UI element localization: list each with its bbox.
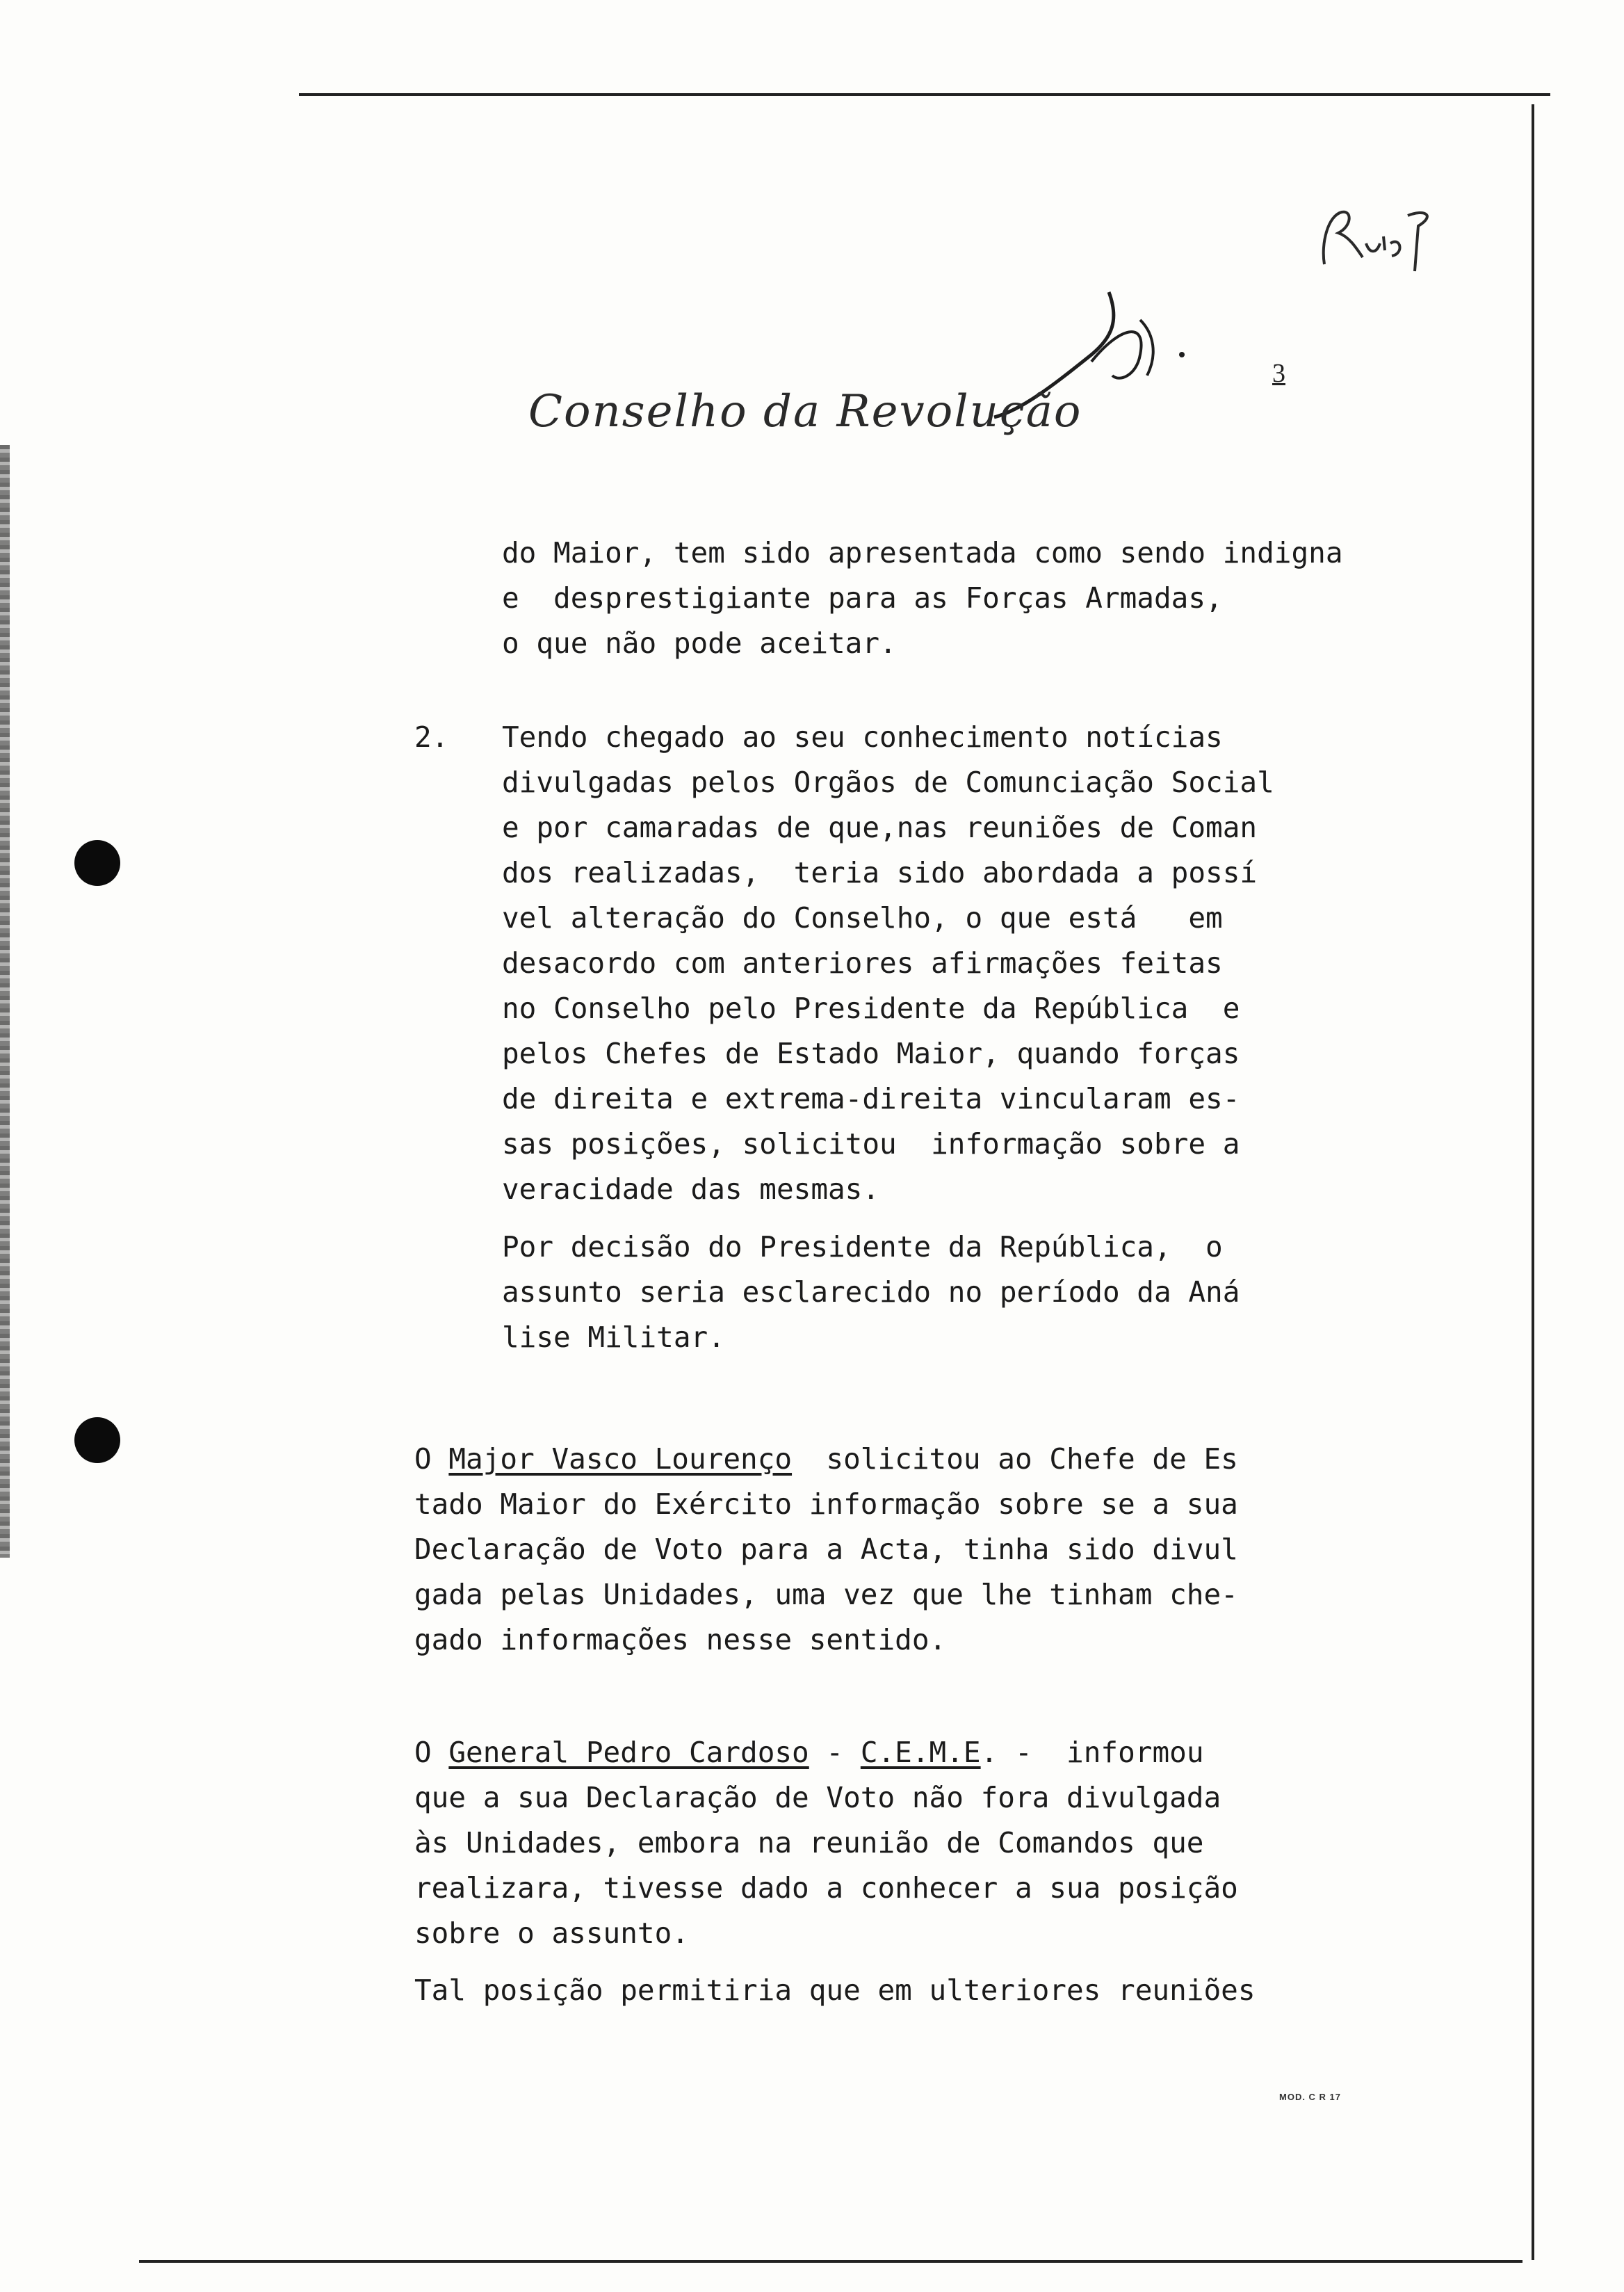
bottom-border-line [139, 2260, 1522, 2263]
text-line: sobre o assunto. [414, 1916, 689, 1950]
text-line: do Maior, tem sido apresentada como sendo indigna [502, 536, 1343, 570]
text-line: assunto seria esclarecido no período da Aná [502, 1275, 1240, 1309]
speaker-name: General Pedro Cardoso [448, 1736, 809, 1769]
text-line: de direita e extrema-direita vincularam es- [502, 1082, 1240, 1115]
text-line: O Major Vasco Lourenço solicitou ao Chefe de Es [414, 1442, 1238, 1476]
text-line: desacordo com anteriores afirmações feitas [502, 946, 1223, 980]
text-line: Tendo chegado ao seu conhecimento notícias [502, 720, 1223, 754]
text-line: sas posições, solicitou informação sobre a [502, 1127, 1240, 1161]
text-line: no Conselho pelo Presidente da República e [502, 992, 1240, 1025]
text-line: lise Militar. [502, 1321, 725, 1354]
text-line: o que não pode aceitar. [502, 627, 897, 660]
text-line: dos realizadas, teria sido abordada a possí [502, 856, 1258, 889]
text-line: realizara, tivesse dado a conhecer a sua posição [414, 1871, 1238, 1905]
text-line: veracidade das mesmas. [502, 1172, 880, 1206]
text-line: tado Maior do Exército informação sobre se a sua [414, 1487, 1238, 1521]
text-line: Tal posição permitiria que em ulteriores reuniões [414, 1974, 1256, 2007]
text-line: Por decisão do Presidente da República, o [502, 1230, 1223, 1264]
text-line: gado informações nesse sentido. [414, 1623, 947, 1656]
handwritten-initials [1314, 195, 1439, 278]
text-line: divulgadas pelos Orgãos de Comunciação Social [502, 766, 1274, 799]
text-line: Declaração de Voto para a Acta, tinha sido divul [414, 1533, 1238, 1566]
text-line: gada pelas Unidades, uma vez que lhe tinham che- [414, 1578, 1238, 1611]
text-line: que a sua Declaração de Voto não fora divulgada [414, 1781, 1221, 1814]
scan-left-edge [0, 445, 10, 1558]
top-border-line [299, 93, 1550, 96]
speaker-name: Major Vasco Lourenço [448, 1442, 793, 1476]
punch-hole [74, 1417, 120, 1463]
item-number: 2. [414, 720, 449, 754]
text-line: às Unidades, embora na reunião de Comandos que [414, 1826, 1204, 1859]
page-number: 3 [1272, 359, 1285, 388]
text-line: pelos Chefes de Estado Maior, quando forças [502, 1037, 1240, 1070]
text-line: vel alteração do Conselho, o que está em [502, 901, 1223, 935]
speaker-title: C.E.M.E [860, 1736, 981, 1769]
text-line: e por camaradas de que,nas reuniões de Coman [502, 811, 1258, 844]
letterhead-title: Conselho da Revolução [528, 386, 1082, 437]
text-line: e desprestigiante para as Forças Armadas, [502, 581, 1223, 615]
punch-hole [74, 840, 120, 886]
text-line: O General Pedro Cardoso - C.E.M.E. - informou [414, 1736, 1204, 1769]
form-code: MOD. C R 17 [1279, 2092, 1342, 2102]
right-border-line [1532, 104, 1534, 2260]
